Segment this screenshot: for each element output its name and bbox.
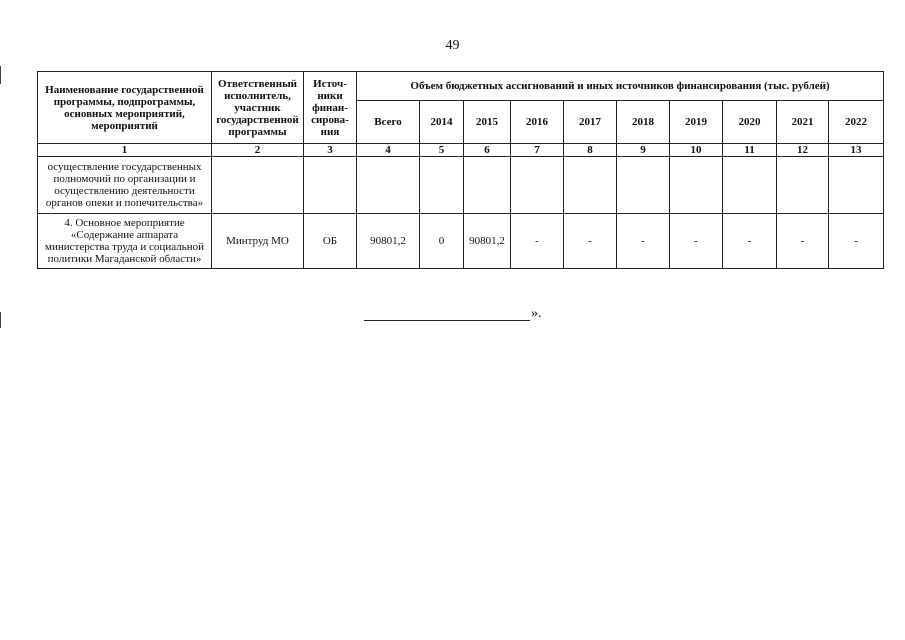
row-value bbox=[420, 157, 464, 214]
closing-signature-line bbox=[364, 320, 530, 321]
header-total: Всего bbox=[357, 101, 420, 144]
header-row-main bbox=[38, 72, 884, 101]
row-total bbox=[357, 157, 420, 214]
header-source: Источ-ники финан-сирова-ния bbox=[304, 72, 357, 144]
row-executor: Минтруд МО bbox=[212, 214, 304, 269]
page-number: 49 bbox=[445, 38, 460, 53]
row-name: 4. Основное мероприятие «Содержание аппарата министерства труда и социальной политики Магаданской области» bbox=[38, 214, 212, 269]
row-value: 90801,2 bbox=[464, 214, 511, 269]
header-budget-group: Объем бюджетных ассигнований и иных источников финансирования (тыс. рублей) bbox=[357, 72, 884, 101]
row-executor bbox=[212, 157, 304, 214]
row-value bbox=[723, 157, 777, 214]
row-value bbox=[670, 157, 723, 214]
column-number: 7 bbox=[511, 144, 564, 157]
row-value: - bbox=[723, 214, 777, 269]
row-value: - bbox=[617, 214, 670, 269]
row-value bbox=[511, 157, 564, 214]
row-value: - bbox=[670, 214, 723, 269]
column-number: 1 bbox=[38, 144, 212, 157]
column-number-row bbox=[38, 144, 884, 157]
left-margin-mark-bottom bbox=[0, 312, 1, 328]
header-year: 2016 bbox=[511, 101, 564, 144]
header-year: 2017 bbox=[564, 101, 617, 144]
column-number: 13 bbox=[829, 144, 884, 157]
header-executor: Ответственный исполнитель, участник государственной программы bbox=[212, 72, 304, 144]
header-year: 2020 bbox=[723, 101, 777, 144]
row-value: 0 bbox=[420, 214, 464, 269]
column-number: 5 bbox=[420, 144, 464, 157]
row-value bbox=[564, 157, 617, 214]
row-source bbox=[304, 157, 357, 214]
row-value bbox=[464, 157, 511, 214]
closing-quote-mark: ». bbox=[531, 306, 542, 321]
header-year: 2021 bbox=[777, 101, 829, 144]
column-number: 4 bbox=[357, 144, 420, 157]
column-number: 2 bbox=[212, 144, 304, 157]
row-value: - bbox=[511, 214, 564, 269]
header-year: 2014 bbox=[420, 101, 464, 144]
column-number: 3 bbox=[304, 144, 357, 157]
header-year: 2022 bbox=[829, 101, 884, 144]
header-year: 2018 bbox=[617, 101, 670, 144]
column-number: 12 bbox=[777, 144, 829, 157]
table-row bbox=[38, 214, 884, 269]
row-value: - bbox=[777, 214, 829, 269]
budget-table bbox=[37, 71, 884, 269]
table-row bbox=[38, 157, 884, 214]
row-value: - bbox=[564, 214, 617, 269]
row-value bbox=[829, 157, 884, 214]
row-source: ОБ bbox=[304, 214, 357, 269]
row-value bbox=[617, 157, 670, 214]
row-name: осуществление государственных полномочий по организации и осуществлению деятельности органов опеки и попечительства» bbox=[38, 157, 212, 214]
column-number: 6 bbox=[464, 144, 511, 157]
header-name: Наименование государственной программы, подпрограммы, основных мероприятий, мероприятий bbox=[38, 72, 212, 144]
column-number: 11 bbox=[723, 144, 777, 157]
column-number: 8 bbox=[564, 144, 617, 157]
row-value bbox=[777, 157, 829, 214]
row-value: - bbox=[829, 214, 884, 269]
column-number: 10 bbox=[670, 144, 723, 157]
row-total: 90801,2 bbox=[357, 214, 420, 269]
left-margin-mark-top bbox=[0, 66, 1, 84]
header-year: 2019 bbox=[670, 101, 723, 144]
header-year: 2015 bbox=[464, 101, 511, 144]
column-number: 9 bbox=[617, 144, 670, 157]
